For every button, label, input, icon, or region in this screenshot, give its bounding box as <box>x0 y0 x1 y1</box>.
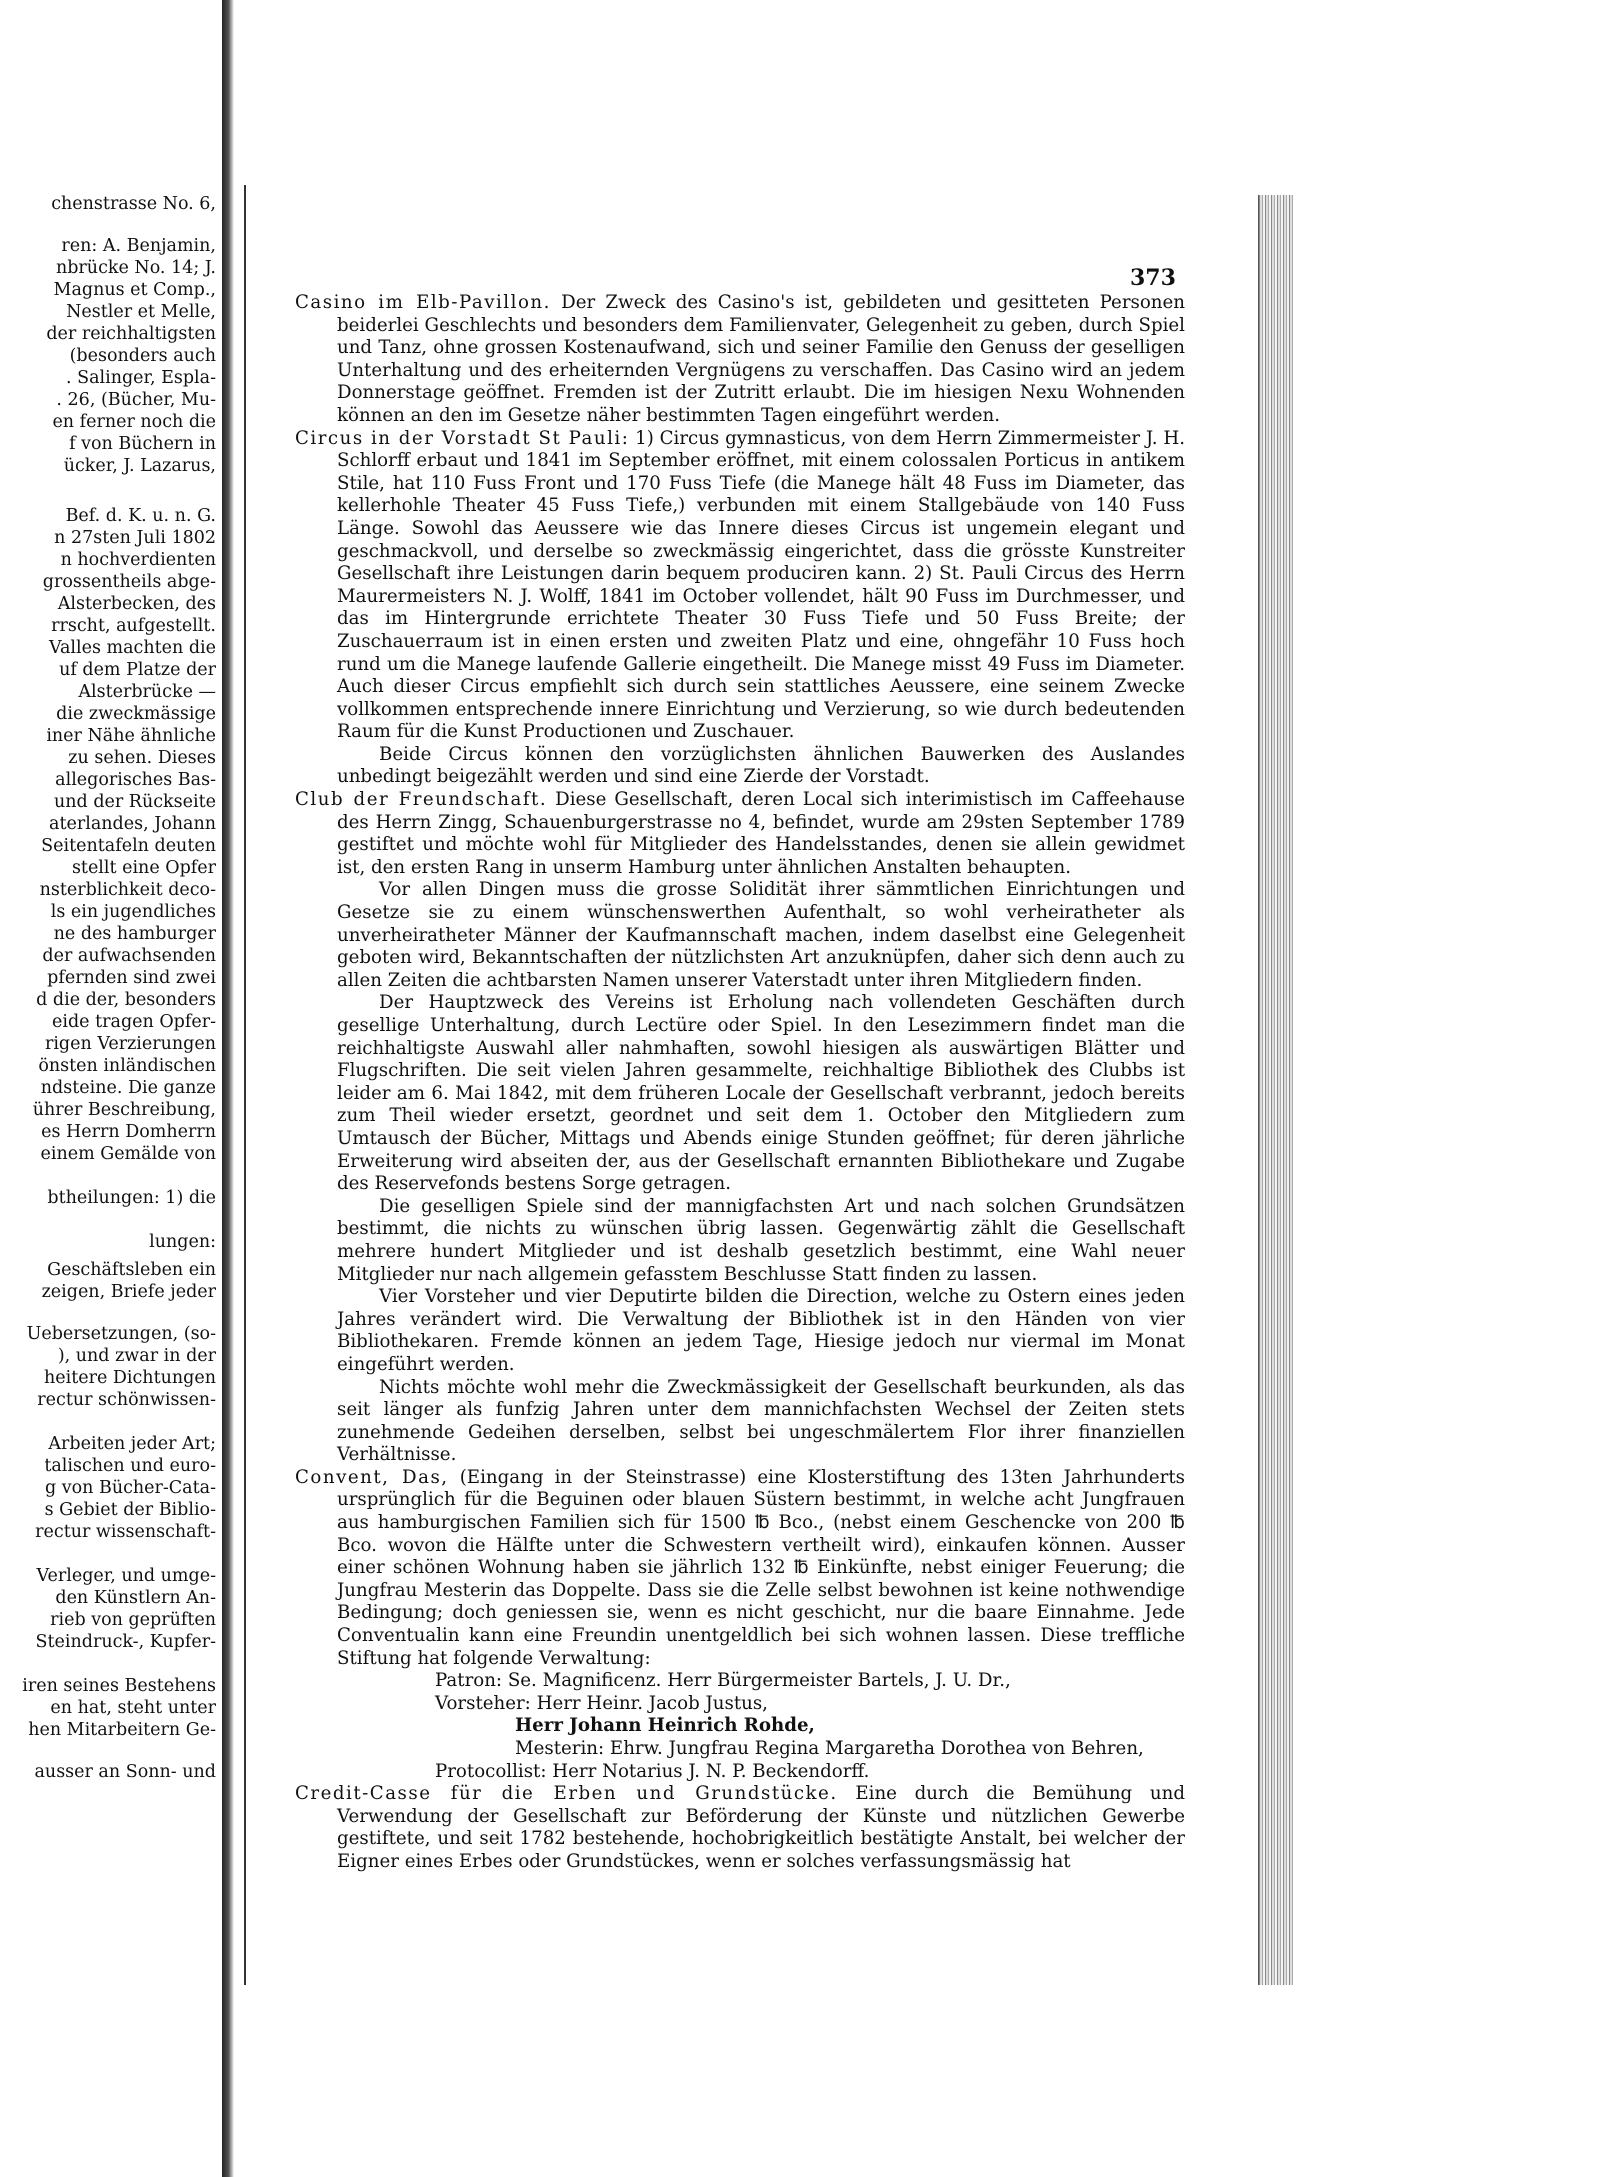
entry-convent <box>295 1467 1185 1670</box>
left-page-line: n 27sten Juli 1802 <box>54 528 216 548</box>
entry-heading: Credit-Casse für die Erben und Grundstücke. <box>295 1783 838 1805</box>
book-gutter <box>222 0 244 2177</box>
entry-heading: Casino im Elb-Pavillon. <box>295 292 551 313</box>
left-page-line: Magnus et Comp., <box>53 280 216 300</box>
entry-heading: Convent, Das, <box>295 1466 449 1488</box>
left-page-line: ausser an Sonn- und <box>34 1762 216 1782</box>
left-page-line: d die der, besonders <box>36 990 216 1010</box>
left-page-line: Steindruck-, Kupfer- <box>35 1632 216 1652</box>
left-page-line: Uebersetzungen, (so- <box>26 1324 216 1344</box>
left-page-line: hen Mitarbeitern Ge- <box>28 1720 216 1740</box>
left-page-line: talischen und euro- <box>44 1456 216 1476</box>
left-page-line: nsterblichkeit deco- <box>39 880 216 900</box>
left-page-line: ), und zwar in der <box>57 1346 216 1366</box>
paragraph: Die geselligen Spiele sind der mannigfachsten Art und nach solchen Grundsätzen bestimmt, die nichts zu wünschen übrig lassen. Gegenwärtig zählt die Gesellschaft mehrere hundert Mitglieder und ist deshalb gesetzlich bestimmt, eine Wahl neuer Mitglieder nur nach allgemein gefasstem Beschlusse Statt finden zu lassen. <box>337 1195 1185 1285</box>
left-page-line: Verleger, und umge- <box>36 1566 216 1586</box>
page-edge-stack <box>1258 195 1293 1985</box>
left-page-line: en hat, steht unter <box>50 1698 216 1718</box>
paragraph: Beide Circus können den vorzüglichsten ähnlichen Bauwerken des Auslandes unbedingt beigezählt werden und sind eine Zierde der Vorstadt. <box>337 743 1185 788</box>
left-page-line: den Künstlern An- <box>55 1588 216 1608</box>
entry-club <box>295 789 1185 879</box>
left-page-line: rrscht, aufgestellt. <box>51 616 216 636</box>
left-page-line: rigen Verzierungen <box>44 1034 216 1054</box>
left-page-line: heitere Dichtungen <box>43 1368 216 1388</box>
paragraph: Nichts möchte wohl mehr die Zweckmässigkeit der Gesellschaft beurkunden, als das seit länger als funfzig Jahren unter dem mannichfachsten Wechsel der Zeiten stets zunehmende Gedeihen derselben, selbst bei ungeschmälertem Flor ihrer finanziellen Verhältnisse. <box>337 1376 1185 1466</box>
left-page-line: Seitentafeln deuten <box>41 836 216 856</box>
left-page-line: ne des hamburger <box>53 924 216 944</box>
entry-body: Diese Gesellschaft, deren Local sich interimistisch im Caffeehause des Herrn Zingg, Schauenburgerstrasse no 4, befindet, wurde am 29sten September 1789 gestiftet und möchte wohl für Mitglieder des Handelsstandes, denen sie allein gewidmet ist, den ersten Rang in unserm Hamburg unter ähnlichen Anstalten behaupten. <box>337 789 1186 878</box>
convent-mesterin: Mesterin: Ehrw. Jungfrau Regina Margaretha Dorothea von Behren, <box>515 1738 1144 1759</box>
paragraph: Der Hauptzweck des Vereins ist Erholung nach vollendeten Geschäften durch gesellige Unterhaltung, durch Lectüre oder Spiel. In den Lesezimmern findet man die reichhaltigste Auswahl aller nahmhaften, sowohl hiesigen als auswärtigen Blätter und Flugschriften. Die seit vielen Jahren gesammelte, reichhaltige Bibliothek des Clubbs ist leider am 6. Mai 1842, mit dem früheren Locale der Gesellschaft verbrannt, jedoch bereits zum Theil wieder ersetzt, geordnet und seit dem 1. October den Mitgliedern zum Umtausch der Bücher, Mittags und Abends einige Stunden geöffnet; für deren jährliche Erweiterung wird abseiten der, aus der Gesellschaft ernannten Bibliothekare und Zugabe des Reservefonds bestens Sorge getragen. <box>337 992 1185 1195</box>
paragraph: Vier Vorsteher und vier Deputirte bilden die Direction, welche zu Ostern eines jeden Jahres verändert wird. Die Verwaltung der Bibliothek ist in den Händen von vier Bibliothekaren. Fremde können an jedem Tage, Hiesige jedoch nur viermal im Monat eingeführt werden. <box>337 1286 1185 1375</box>
entry-casino <box>295 292 1185 428</box>
left-page-line: Alsterbrücke — <box>78 682 216 702</box>
left-page-line: iren seines Bestehens <box>22 1676 216 1696</box>
page-number: 373 <box>1130 265 1176 291</box>
left-page-fragment <box>0 194 222 1974</box>
left-page-line: uf dem Platze der <box>59 660 216 680</box>
left-page-line: die zweckmässige <box>56 704 216 724</box>
entry-circus <box>295 428 1185 744</box>
left-page-line: Geschäftsleben ein <box>47 1260 216 1280</box>
left-page-line: önsten inländischen <box>38 1056 216 1076</box>
left-page-line: rectur schönwissen- <box>37 1390 216 1410</box>
left-page-line: Arbeiten jeder Art; <box>48 1434 216 1454</box>
left-page-line: Alsterbecken, des <box>57 594 216 614</box>
entry-heading: Club der Freundschaft. <box>295 789 548 811</box>
left-page-line: chenstrasse No. 6, <box>51 194 216 214</box>
convent-vorsteher-2: Herr Johann Heinrich Rohde, <box>515 1715 815 1737</box>
left-page-line: lungen: <box>149 1232 216 1252</box>
left-page-line: rieb von geprüften <box>50 1610 216 1630</box>
left-page-line: (besonders auch <box>69 346 216 366</box>
entry-body: (Eingang in der Steinstrasse) eine Klosterstiftung des 13ten Jahrhunderts ursprünglich für die Beguinen oder blauen Süstern bestimmt, in welche acht Jungfrauen aus hamburgischen Familien sich für 1500 ℔ Bco., (nebst einem Geschencke von 200 ℔ Bco. wovon die Hälfte unter die Schwestern vertheilt wird), einkaufen können. Ausser einer schönen Wohnung haben sie jährlich 132 ℔ Einkünfte, nebst einiger Feuerung; die Jungfrau Mesterin das Doppelte. Dass sie die Zelle selbst bewohnen ist keine nothwendige Bedingung; doch geniessen sie, wenn es nicht geschicht, nur die baare Einnahme. Jede Conventualin kann eine Freundin unentgeldlich bei sich wohnen lassen. Diese treffliche Stiftung hat folgende Verwaltung: <box>337 1466 1185 1669</box>
left-page-line: zu sehen. Dieses <box>68 748 216 768</box>
left-page-line: Valles machten die <box>48 638 216 658</box>
left-page-line: s Gebiet der Biblio- <box>44 1500 216 1520</box>
left-page-line: und der Rückseite <box>54 792 216 812</box>
entry-credit-casse <box>295 1783 1185 1873</box>
convent-vorsteher: Vorsteher: Herr Heinr. Jacob Justus, <box>435 1692 768 1714</box>
left-page-line: ls ein jugendliches <box>50 902 216 922</box>
left-page-line: pfernden sind zwei <box>47 968 216 988</box>
left-page-line: aterlandes, Johann <box>49 814 216 834</box>
left-page-line: f von Büchern in <box>69 434 216 454</box>
entry-body: Der Zweck des Casino's ist, gebildeten und gesitteten Personen beiderlei Geschlechts und besonders dem Familienvater, Gelegenheit zu geben, durch Spiel und Tanz, ohne grossen Kostenaufwand, sich und seiner Familie den Genuss der geselligen Unterhaltung und des erheiternden Vergnügens zu verschaffen. Das Casino wird an jedem Donnerstage geöffnet. Fremden ist der Zutritt erlaubt. Die im hiesigen Nexu Wohnenden können an den im Gesetze näher bestimmten Tagen eingeführt werden. <box>337 292 1185 426</box>
left-page-line: iner Nähe ähnliche <box>46 726 216 746</box>
left-page-line: n hochverdienten <box>60 550 216 570</box>
left-page-line: ndsteine. Die ganze <box>40 1078 216 1098</box>
left-page-line: nbrücke No. 14; J. <box>55 258 216 278</box>
left-page-line: ren: A. Benjamin, <box>61 236 216 256</box>
left-page-line: . Salinger, Espla- <box>65 368 216 388</box>
left-page-line: Bef. d. K. u. n. G. <box>65 506 216 526</box>
left-page-line: ücker, J. Lazarus, <box>63 456 216 476</box>
left-page-line: der aufwachsenden <box>42 946 216 966</box>
left-page-line: . 26, (Bücher, Mu- <box>56 390 216 410</box>
left-page-line: zeigen, Briefe jeder <box>41 1282 216 1302</box>
page-text <box>295 292 1185 1874</box>
convent-protocollist: Protocollist: Herr Notarius J. N. P. Beckendorff. <box>435 1760 870 1782</box>
left-page-line: ührer Beschreibung, <box>32 1100 216 1120</box>
convent-patron: Patron: Se. Magnificenz. Herr Bürgermeister Bartels, J. U. Dr., <box>435 1670 1011 1692</box>
left-page-line: es Herrn Domherrn <box>41 1122 216 1142</box>
left-page-line: rectur wissenschaft- <box>35 1522 216 1542</box>
entry-heading: Circus in der Vorstadt St Pauli: <box>295 427 630 449</box>
left-page-line: eide tragen Opfer- <box>52 1012 216 1032</box>
left-page-line: der reichhaltigsten <box>46 324 216 344</box>
paragraph: Vor allen Dingen muss die grosse Solidität ihrer sämmtlichen Einrichtungen und Gesetze sie zu einem wünschenswerthen Aufenthalt, so wohl verheiratheter als unverheiratheter Männer der Kaufmannschaft machen, indem daselbst eine Gelegenheit geboten wird, Bekanntschaften der nützlichsten Art anzuknüpfen, daher sich denn auch zu allen Zeiten die achtbarsten Namen unserer Vaterstadt unter ihren Mitgliedern finden. <box>337 879 1185 991</box>
left-page-line: Nestler et Melle, <box>66 302 216 322</box>
left-page-line: grossentheils abge- <box>42 572 216 592</box>
left-page-line: einem Gemälde von <box>40 1144 216 1164</box>
entry-body: 1) Circus gymnasticus, von dem Herrn Zimmermeister J. H. Schlorff erbaut und 1841 im September eröffnet, mit einem colossalen Porticus in antikem Stile, hat 110 Fuss Front und 170 Fuss Tiefe (die Manege hält 48 Fuss im Diameter, das kellerhohle Theater 45 Fuss Tiefe,) verbunden mit einem Stallgebäude von 140 Fuss Länge. Sowohl das Aeussere wie das Innere dieses Circus ist ungemein elegant und geschmackvoll, und derselbe so zweckmässig eingerichtet, dass die grösste Kunstreiter Gesellschaft ihre Leistungen darin bequem produciren kann. 2) St. Pauli Circus des Herrn Maurermeisters N. J. Wolff, 1841 im October vollendet, hält 90 Fuss im Durchmesser, und das im Hintergrunde errichtete Theater 30 Fuss Tiefe und 50 Fuss Breite; der Zuschauerraum ist in einen ersten und zweiten Platz und eine, ohngefähr 10 Fuss hoch rund um die Manege laufende Gallerie eingetheilt. Die Manege misst 49 Fuss im Diameter. Auch dieser Circus empfiehlt sich durch sein stattliches Aeussere, eine seinem Zwecke vollkommen entsprechende innere Einrichtung und Verzierung, so wie durch bedeutenden Raum für die Kunst Productionen und Zuschauer. <box>337 427 1186 743</box>
left-page-line: allegorisches Bas- <box>55 770 216 790</box>
entry-body: Eine durch die Bemühung und Verwendung der Gesellschaft zur Beförderung der Künste und nützlichen Gewerbe gestiftete, und seit 1782 bestehende, hochobrigkeitlich bestätigte Anstalt, bei welcher der Eigner eines Erbes oder Grundstückes, wenn er solches verfassungsmässig hat <box>337 1783 1185 1872</box>
left-page-line: g von Bücher-Cata- <box>44 1478 216 1498</box>
left-page-line: btheilungen: 1) die <box>47 1188 216 1208</box>
left-page-line: en ferner noch die <box>52 412 216 432</box>
left-page-line: stellt eine Opfer <box>71 858 216 878</box>
